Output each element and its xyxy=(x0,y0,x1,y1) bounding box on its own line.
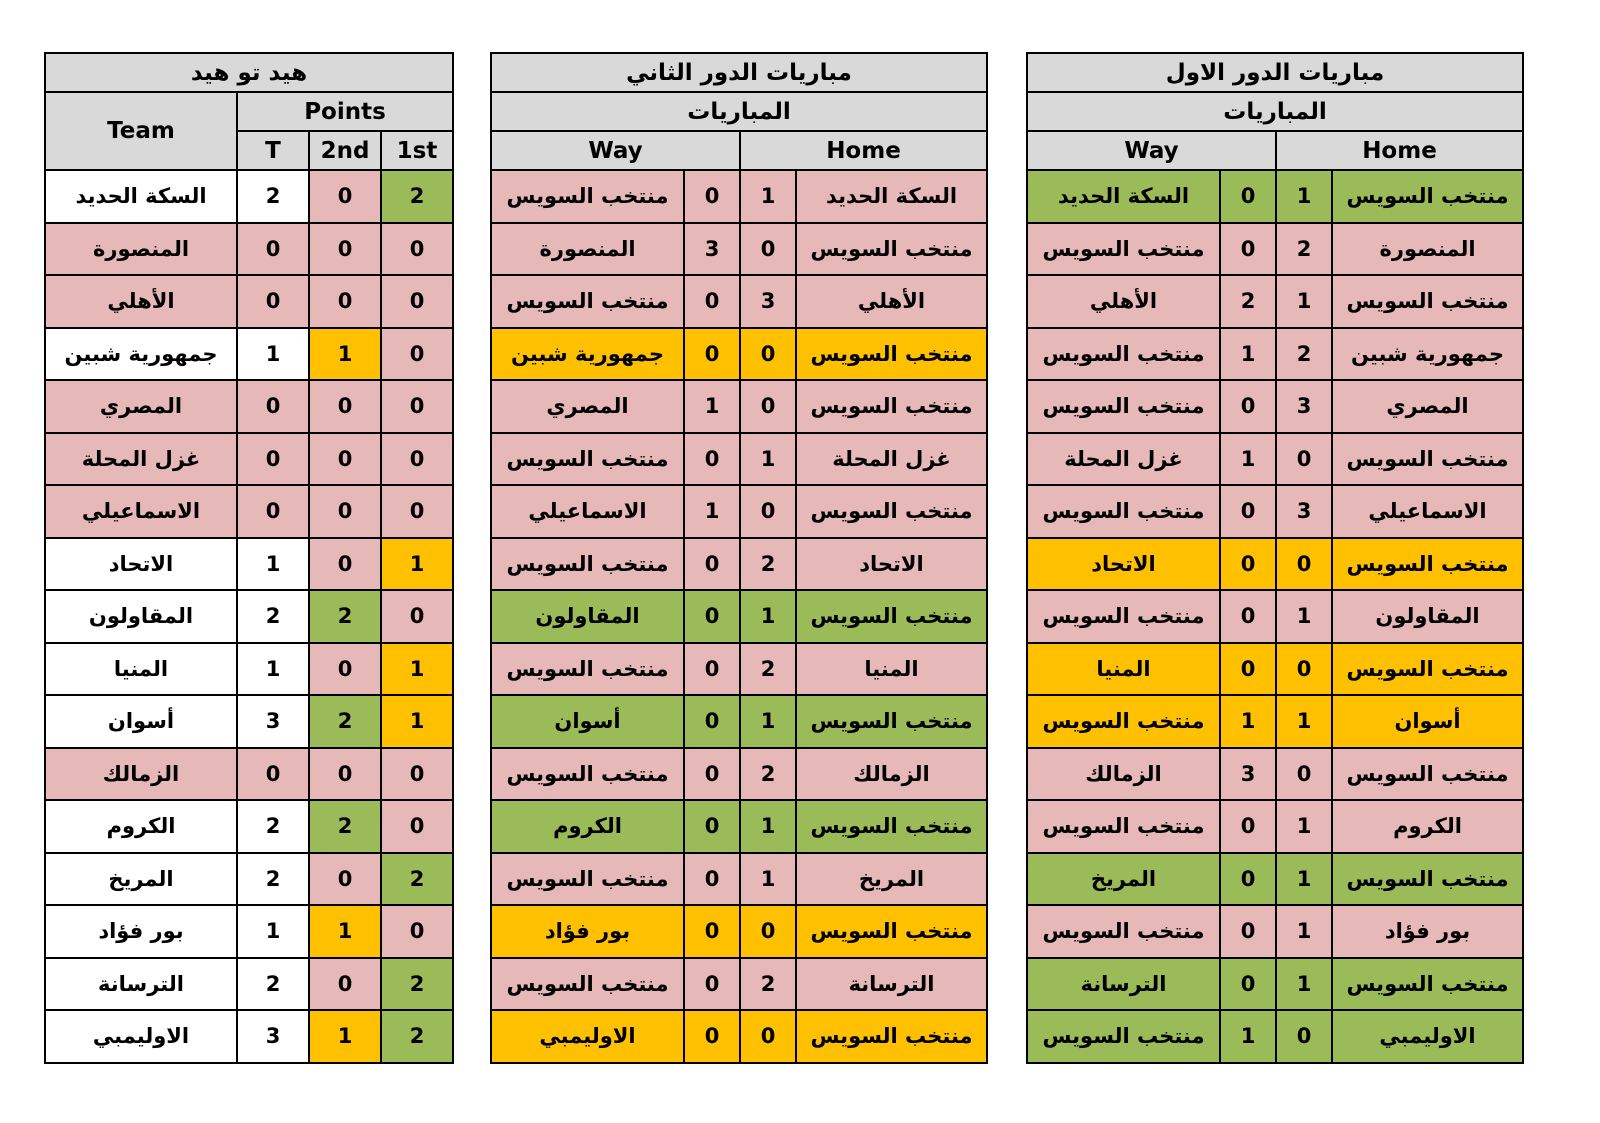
total-points: 1 xyxy=(237,538,309,591)
home-team: الترسانة xyxy=(796,958,987,1011)
home-team: المريخ xyxy=(796,853,987,906)
away-goals: 0 xyxy=(684,433,740,486)
first-round-points: 1 xyxy=(381,695,453,748)
match-row xyxy=(1027,538,1523,591)
home-goals: 1 xyxy=(740,800,796,853)
away-goals: 1 xyxy=(1220,1010,1276,1063)
home-goals: 2 xyxy=(740,748,796,801)
home-team: منتخب السويس xyxy=(796,695,987,748)
away-goals: 0 xyxy=(684,328,740,381)
second-round-table xyxy=(490,52,988,1064)
team-name: السكة الحديد xyxy=(45,170,237,223)
home-team: غزل المحلة xyxy=(796,433,987,486)
first-round-points: 0 xyxy=(381,433,453,486)
away-goals: 2 xyxy=(1220,275,1276,328)
home-goals: 2 xyxy=(740,643,796,696)
total-points: 2 xyxy=(237,853,309,906)
home-team: السكة الحديد xyxy=(796,170,987,223)
total-points: 2 xyxy=(237,590,309,643)
home-goals: 2 xyxy=(1276,328,1332,381)
home-goals: 1 xyxy=(1276,695,1332,748)
second-round-points: 2 xyxy=(309,590,381,643)
second-round-points: 1 xyxy=(309,328,381,381)
away-goals: 0 xyxy=(684,538,740,591)
match-row xyxy=(1027,748,1523,801)
total-points: 1 xyxy=(237,328,309,381)
home-team: منتخب السويس xyxy=(1332,853,1523,906)
team-name: المريخ xyxy=(45,853,237,906)
team-name: الاسماعيلي xyxy=(45,485,237,538)
match-row xyxy=(491,590,987,643)
match-row xyxy=(491,1010,987,1063)
first-round-points: 0 xyxy=(381,905,453,958)
match-row xyxy=(1027,853,1523,906)
match-row xyxy=(1027,590,1523,643)
second-round-points: 2 xyxy=(309,695,381,748)
match-row xyxy=(1027,433,1523,486)
total-points: 0 xyxy=(237,380,309,433)
total-points: 0 xyxy=(237,485,309,538)
second-round-matches-header: المباريات xyxy=(491,92,987,131)
home-goals: 2 xyxy=(1276,223,1332,276)
first-round-way-header: Way xyxy=(1027,131,1276,170)
home-team: المقاولون xyxy=(1332,590,1523,643)
home-goals: 0 xyxy=(1276,538,1332,591)
away-team: منتخب السويس xyxy=(491,748,684,801)
home-team: المنيا xyxy=(796,643,987,696)
home-goals: 1 xyxy=(1276,590,1332,643)
second-round-points: 0 xyxy=(309,958,381,1011)
match-row xyxy=(491,538,987,591)
first-round-points: 2 xyxy=(381,1010,453,1063)
away-team: أسوان xyxy=(491,695,684,748)
away-team: منتخب السويس xyxy=(1027,380,1220,433)
team-name: المنيا xyxy=(45,643,237,696)
away-team: الترسانة xyxy=(1027,958,1220,1011)
total-points: 2 xyxy=(237,958,309,1011)
home-team: جمهورية شبين xyxy=(1332,328,1523,381)
match-row xyxy=(491,433,987,486)
home-goals: 3 xyxy=(1276,485,1332,538)
match-row xyxy=(1027,1010,1523,1063)
away-goals: 0 xyxy=(1220,538,1276,591)
home-team: الاتحاد xyxy=(796,538,987,591)
team-name: الزمالك xyxy=(45,748,237,801)
table-row xyxy=(45,275,453,328)
away-team: الكروم xyxy=(491,800,684,853)
away-team: غزل المحلة xyxy=(1027,433,1220,486)
away-team: منتخب السويس xyxy=(491,170,684,223)
home-team: منتخب السويس xyxy=(796,800,987,853)
home-team: بور فؤاد xyxy=(1332,905,1523,958)
away-team: منتخب السويس xyxy=(491,958,684,1011)
home-team: الكروم xyxy=(1332,800,1523,853)
table-row xyxy=(45,748,453,801)
first-round-table xyxy=(1026,52,1524,1064)
home-goals: 1 xyxy=(1276,275,1332,328)
first-round-points: 2 xyxy=(381,170,453,223)
second-round-points: 0 xyxy=(309,380,381,433)
team-name: الاوليمبي xyxy=(45,1010,237,1063)
table-row xyxy=(45,800,453,853)
home-goals: 0 xyxy=(740,905,796,958)
home-goals: 3 xyxy=(740,275,796,328)
second-round-points: 0 xyxy=(309,485,381,538)
home-goals: 1 xyxy=(740,853,796,906)
first-round-points: 2 xyxy=(381,853,453,906)
away-goals: 0 xyxy=(1220,958,1276,1011)
home-team: منتخب السويس xyxy=(1332,433,1523,486)
first-round-points: 0 xyxy=(381,748,453,801)
home-goals: 0 xyxy=(1276,1010,1332,1063)
table-row xyxy=(45,433,453,486)
match-row xyxy=(1027,800,1523,853)
home-team: منتخب السويس xyxy=(796,485,987,538)
home-goals: 2 xyxy=(740,958,796,1011)
away-team: منتخب السويس xyxy=(1027,590,1220,643)
home-goals: 0 xyxy=(740,328,796,381)
first-round-points: 0 xyxy=(381,590,453,643)
total-column-header: T xyxy=(237,131,309,170)
away-goals: 1 xyxy=(1220,328,1276,381)
away-goals: 0 xyxy=(684,275,740,328)
home-goals: 0 xyxy=(740,380,796,433)
away-team: منتخب السويس xyxy=(1027,328,1220,381)
away-goals: 0 xyxy=(684,170,740,223)
away-goals: 0 xyxy=(1220,853,1276,906)
away-goals: 0 xyxy=(684,748,740,801)
match-row xyxy=(491,223,987,276)
first-round-points: 0 xyxy=(381,223,453,276)
away-team: المصري xyxy=(491,380,684,433)
first-round-points: 2 xyxy=(381,958,453,1011)
second-round-points: 0 xyxy=(309,433,381,486)
home-goals: 1 xyxy=(1276,170,1332,223)
second-round-column-header: 2nd xyxy=(309,131,381,170)
away-goals: 3 xyxy=(1220,748,1276,801)
team-name: الأهلي xyxy=(45,275,237,328)
second-round-points: 1 xyxy=(309,1010,381,1063)
match-row xyxy=(1027,328,1523,381)
first-round-matches-header: المباريات xyxy=(1027,92,1523,131)
away-team: السكة الحديد xyxy=(1027,170,1220,223)
away-team: منتخب السويس xyxy=(491,538,684,591)
match-row xyxy=(1027,223,1523,276)
total-points: 2 xyxy=(237,800,309,853)
home-team: منتخب السويس xyxy=(796,1010,987,1063)
away-goals: 3 xyxy=(684,223,740,276)
away-team: الزمالك xyxy=(1027,748,1220,801)
home-goals: 2 xyxy=(740,538,796,591)
home-team: منتخب السويس xyxy=(1332,958,1523,1011)
match-row xyxy=(491,380,987,433)
points-header: Points xyxy=(237,92,453,131)
total-points: 2 xyxy=(237,170,309,223)
match-row xyxy=(1027,958,1523,1011)
total-points: 0 xyxy=(237,275,309,328)
away-goals: 0 xyxy=(684,905,740,958)
away-goals: 0 xyxy=(684,958,740,1011)
match-row xyxy=(1027,905,1523,958)
away-team: الأهلي xyxy=(1027,275,1220,328)
match-row xyxy=(1027,643,1523,696)
away-team: منتخب السويس xyxy=(1027,223,1220,276)
first-round-points: 0 xyxy=(381,380,453,433)
away-goals: 0 xyxy=(1220,380,1276,433)
away-goals: 1 xyxy=(1220,695,1276,748)
team-name: الترسانة xyxy=(45,958,237,1011)
first-round-column-header: 1st xyxy=(381,131,453,170)
home-team: منتخب السويس xyxy=(796,328,987,381)
away-goals: 0 xyxy=(1220,643,1276,696)
team-name: غزل المحلة xyxy=(45,433,237,486)
away-goals: 0 xyxy=(1220,800,1276,853)
home-team: منتخب السويس xyxy=(1332,275,1523,328)
table-row xyxy=(45,853,453,906)
away-team: منتخب السويس xyxy=(1027,800,1220,853)
table-row xyxy=(45,643,453,696)
home-team: الزمالك xyxy=(796,748,987,801)
away-goals: 0 xyxy=(684,1010,740,1063)
second-round-points: 0 xyxy=(309,170,381,223)
away-team: منتخب السويس xyxy=(1027,485,1220,538)
away-team: منتخب السويس xyxy=(1027,905,1220,958)
table-row xyxy=(45,695,453,748)
away-team: منتخب السويس xyxy=(1027,695,1220,748)
second-round-title: مباريات الدور الثاني xyxy=(491,53,987,92)
away-team: الاوليمبي xyxy=(491,1010,684,1063)
table-row xyxy=(45,1010,453,1063)
second-round-points: 0 xyxy=(309,538,381,591)
away-goals: 0 xyxy=(684,695,740,748)
home-goals: 1 xyxy=(740,695,796,748)
away-goals: 1 xyxy=(1220,433,1276,486)
match-row xyxy=(1027,485,1523,538)
home-goals: 1 xyxy=(740,433,796,486)
second-round-points: 1 xyxy=(309,905,381,958)
match-row xyxy=(491,748,987,801)
away-team: الاتحاد xyxy=(1027,538,1220,591)
match-row xyxy=(491,328,987,381)
home-team: منتخب السويس xyxy=(1332,538,1523,591)
home-goals: 0 xyxy=(740,1010,796,1063)
home-goals: 1 xyxy=(1276,853,1332,906)
table-row xyxy=(45,958,453,1011)
first-round-points: 0 xyxy=(381,275,453,328)
home-team: منتخب السويس xyxy=(796,223,987,276)
home-goals: 3 xyxy=(1276,380,1332,433)
home-goals: 1 xyxy=(1276,905,1332,958)
away-team: منتخب السويس xyxy=(491,853,684,906)
table-row xyxy=(45,538,453,591)
home-team: منتخب السويس xyxy=(796,905,987,958)
team-name: المقاولون xyxy=(45,590,237,643)
second-round-points: 2 xyxy=(309,800,381,853)
home-team: المصري xyxy=(1332,380,1523,433)
away-goals: 0 xyxy=(1220,170,1276,223)
away-goals: 0 xyxy=(1220,590,1276,643)
away-goals: 0 xyxy=(684,800,740,853)
away-team: منتخب السويس xyxy=(491,433,684,486)
table-row xyxy=(45,328,453,381)
first-round-points: 0 xyxy=(381,800,453,853)
second-round-points: 0 xyxy=(309,853,381,906)
away-team: المنصورة xyxy=(491,223,684,276)
total-points: 0 xyxy=(237,748,309,801)
second-round-points: 0 xyxy=(309,748,381,801)
home-goals: 1 xyxy=(740,590,796,643)
away-goals: 0 xyxy=(684,643,740,696)
total-points: 3 xyxy=(237,1010,309,1063)
match-row xyxy=(1027,695,1523,748)
team-name: الكروم xyxy=(45,800,237,853)
home-goals: 1 xyxy=(740,170,796,223)
first-round-points: 0 xyxy=(381,485,453,538)
home-goals: 0 xyxy=(1276,433,1332,486)
away-team: الاسماعيلي xyxy=(491,485,684,538)
home-team: منتخب السويس xyxy=(1332,748,1523,801)
match-row xyxy=(491,275,987,328)
first-round-points: 1 xyxy=(381,643,453,696)
match-row xyxy=(491,643,987,696)
home-goals: 1 xyxy=(1276,958,1332,1011)
away-team: منتخب السويس xyxy=(491,275,684,328)
home-team: منتخب السويس xyxy=(1332,170,1523,223)
table-row xyxy=(45,485,453,538)
away-goals: 1 xyxy=(684,485,740,538)
away-goals: 0 xyxy=(684,590,740,643)
home-team: المنصورة xyxy=(1332,223,1523,276)
second-round-home-header: Home xyxy=(740,131,987,170)
table-row xyxy=(45,223,453,276)
head-to-head-title: هيد تو هيد xyxy=(45,53,453,92)
home-team: الأهلي xyxy=(796,275,987,328)
team-name: المنصورة xyxy=(45,223,237,276)
match-row xyxy=(491,170,987,223)
total-points: 0 xyxy=(237,223,309,276)
team-name: جمهورية شبين xyxy=(45,328,237,381)
total-points: 3 xyxy=(237,695,309,748)
home-team: منتخب السويس xyxy=(1332,643,1523,696)
total-points: 1 xyxy=(237,643,309,696)
away-team: جمهورية شبين xyxy=(491,328,684,381)
home-goals: 0 xyxy=(740,485,796,538)
table-row xyxy=(45,170,453,223)
second-round-points: 0 xyxy=(309,643,381,696)
table-row xyxy=(45,590,453,643)
match-row xyxy=(1027,380,1523,433)
home-goals: 0 xyxy=(1276,748,1332,801)
match-row xyxy=(491,485,987,538)
first-round-points: 1 xyxy=(381,538,453,591)
home-goals: 0 xyxy=(1276,643,1332,696)
match-row xyxy=(491,800,987,853)
team-column-header: Team xyxy=(45,92,237,170)
match-row xyxy=(1027,275,1523,328)
team-name: الاتحاد xyxy=(45,538,237,591)
home-team: الاوليمبي xyxy=(1332,1010,1523,1063)
away-team: منتخب السويس xyxy=(1027,1010,1220,1063)
match-row xyxy=(491,905,987,958)
home-goals: 1 xyxy=(1276,800,1332,853)
total-points: 1 xyxy=(237,905,309,958)
away-goals: 1 xyxy=(684,380,740,433)
home-team: منتخب السويس xyxy=(796,380,987,433)
match-row xyxy=(491,853,987,906)
first-round-points: 0 xyxy=(381,328,453,381)
second-round-way-header: Way xyxy=(491,131,740,170)
head-to-head-table xyxy=(44,52,454,1064)
first-round-title: مباريات الدور الاول xyxy=(1027,53,1523,92)
home-team: أسوان xyxy=(1332,695,1523,748)
match-row xyxy=(1027,170,1523,223)
away-goals: 0 xyxy=(1220,223,1276,276)
away-goals: 0 xyxy=(1220,485,1276,538)
home-goals: 0 xyxy=(740,223,796,276)
match-row xyxy=(491,958,987,1011)
table-row xyxy=(45,380,453,433)
away-team: بور فؤاد xyxy=(491,905,684,958)
home-team: الاسماعيلي xyxy=(1332,485,1523,538)
home-team: منتخب السويس xyxy=(796,590,987,643)
away-goals: 0 xyxy=(1220,905,1276,958)
table-row xyxy=(45,905,453,958)
away-team: المنيا xyxy=(1027,643,1220,696)
match-row xyxy=(491,695,987,748)
team-name: أسوان xyxy=(45,695,237,748)
away-team: المقاولون xyxy=(491,590,684,643)
team-name: بور فؤاد xyxy=(45,905,237,958)
total-points: 0 xyxy=(237,433,309,486)
away-team: منتخب السويس xyxy=(491,643,684,696)
second-round-points: 0 xyxy=(309,223,381,276)
first-round-home-header: Home xyxy=(1276,131,1523,170)
second-round-points: 0 xyxy=(309,275,381,328)
away-goals: 0 xyxy=(684,853,740,906)
away-team: المريخ xyxy=(1027,853,1220,906)
team-name: المصري xyxy=(45,380,237,433)
